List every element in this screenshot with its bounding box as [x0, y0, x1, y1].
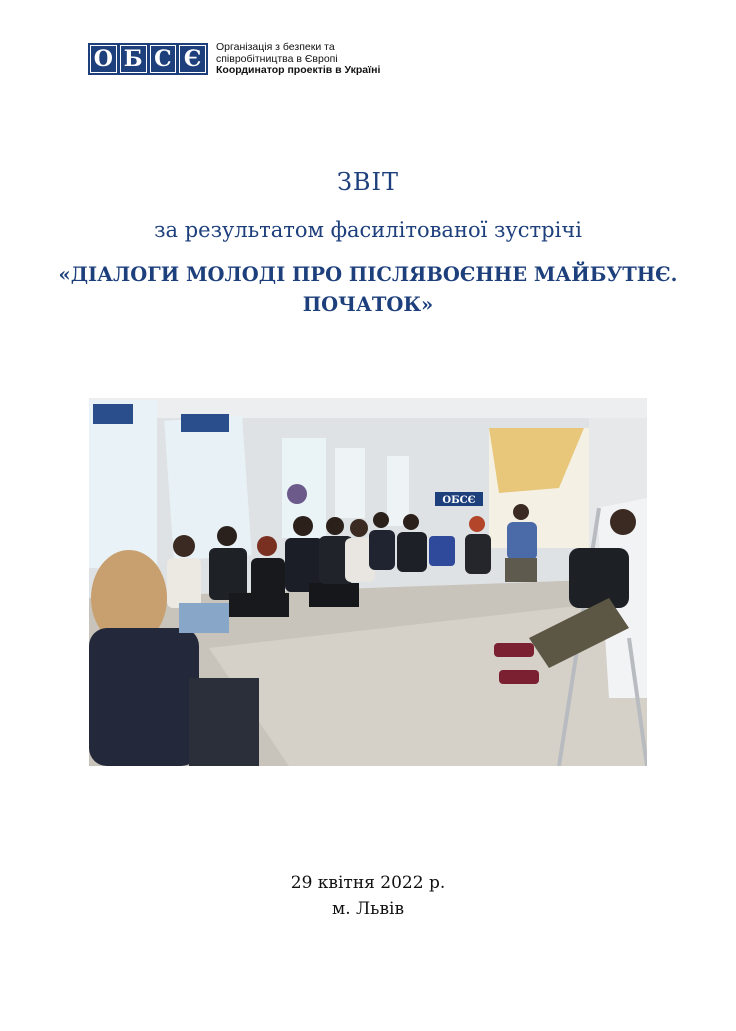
- logo-letter: Б: [120, 45, 147, 73]
- event-name: [0, 260, 736, 320]
- logo-caption: [216, 42, 380, 77]
- event-name-line-1: «ДІАЛОГИ МОЛОДІ ПРО ПІСЛЯВОЄННЕ МАЙБУТНЄ.: [58, 263, 678, 286]
- logo-line-3: Координатор проектів в Україні: [216, 64, 381, 76]
- report-title: ЗВІТ: [336, 168, 400, 196]
- meeting-photo: [89, 398, 647, 766]
- report-place: м. Львів: [331, 899, 405, 919]
- osce-logo: [88, 42, 380, 77]
- wall-sign-text: ОБСЄ: [442, 495, 476, 506]
- report-date: 29 квітня 2022 р.: [290, 873, 446, 893]
- logo-line-2: співробітництва в Європі: [216, 52, 338, 65]
- report-subtitle: за результатом фасилітованої зустрічі: [154, 218, 582, 242]
- meeting-photo-illustration: [89, 398, 647, 766]
- event-name-line-2: ПОЧАТОК»: [302, 293, 434, 316]
- logo-letter: Є: [179, 45, 206, 73]
- osce-logo-mark: [88, 43, 208, 75]
- logo-letter: О: [90, 45, 117, 73]
- logo-letter: С: [150, 45, 177, 73]
- logo-line-1: Організація з безпеки та: [216, 41, 335, 53]
